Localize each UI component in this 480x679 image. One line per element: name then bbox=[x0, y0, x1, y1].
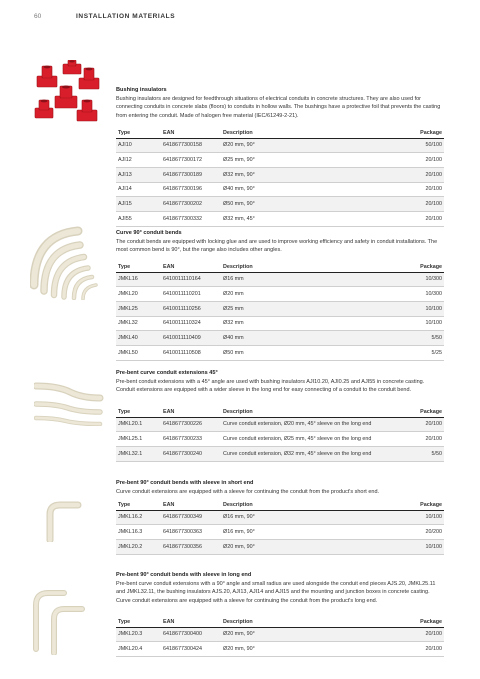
cell-ean: 6418677300424 bbox=[163, 642, 223, 657]
table-row bbox=[116, 272, 444, 287]
cell-package: 10/100 bbox=[349, 510, 444, 525]
cell-type: JMKL16 bbox=[116, 272, 163, 287]
table-row bbox=[116, 345, 444, 360]
cell-type: AJI15 bbox=[116, 197, 163, 212]
cell-description: Curve conduit extension, Ø32 mm, 45° sleeve on the long end bbox=[223, 446, 413, 461]
section-title: Pre-bent curve conduit extensions 45° bbox=[116, 370, 218, 376]
col-header-ean: EAN bbox=[163, 262, 223, 272]
col-header-type: Type bbox=[116, 262, 163, 272]
cell-type: JMKL25.1 bbox=[116, 432, 163, 447]
table-extensions-45 bbox=[116, 407, 444, 462]
cell-description: Ø32 mm bbox=[223, 316, 345, 331]
cell-ean: 6418677300196 bbox=[163, 182, 223, 197]
section-title: Pre-bent 90° conduit bends with sleeve in short end bbox=[116, 480, 254, 486]
cell-description: Ø20 mm, 90° bbox=[223, 642, 349, 657]
cell-ean: 6418677300172 bbox=[163, 153, 223, 168]
col-header-package: Package bbox=[349, 500, 444, 510]
cell-description: Ø32 mm, 90° bbox=[223, 167, 349, 182]
bends-short-sleeve-illustration bbox=[44, 500, 84, 542]
table-header-row bbox=[116, 617, 444, 627]
cell-package: 20/100 bbox=[349, 627, 444, 642]
table-row bbox=[116, 525, 444, 540]
table-bends-short-sleeve bbox=[116, 500, 444, 555]
cell-ean: 6418677300158 bbox=[163, 138, 223, 153]
cell-package: 5/50 bbox=[345, 331, 444, 346]
col-header-description: Description bbox=[223, 262, 345, 272]
cell-description: Ø16 mm, 90° bbox=[223, 510, 349, 525]
section-bends-long-sleeve bbox=[116, 572, 444, 605]
cell-type: JMKL32 bbox=[116, 316, 163, 331]
cell-description: Ø20 mm, 90° bbox=[223, 627, 349, 642]
bends-long-sleeve-illustration bbox=[30, 585, 90, 655]
product-table bbox=[116, 617, 444, 657]
cell-type: JMKL50 bbox=[116, 345, 163, 360]
cell-description: Ø50 mm bbox=[223, 345, 345, 360]
cell-package: 20/200 bbox=[349, 525, 444, 540]
cell-package: 20/100 bbox=[349, 642, 444, 657]
col-header-ean: EAN bbox=[163, 407, 223, 417]
col-header-type: Type bbox=[116, 500, 163, 510]
cell-package: 10/100 bbox=[345, 316, 444, 331]
cell-package: 10/100 bbox=[345, 301, 444, 316]
cell-description: Ø20 mm, 90° bbox=[223, 138, 349, 153]
cell-ean: 6418677300202 bbox=[163, 197, 223, 212]
section-extensions-45 bbox=[116, 370, 444, 395]
cell-type: JMKL32.1 bbox=[116, 446, 163, 461]
cell-ean: 6410011110164 bbox=[163, 272, 223, 287]
product-table bbox=[116, 262, 444, 361]
cell-ean: 6418677300189 bbox=[163, 167, 223, 182]
table-conduit-bends bbox=[116, 262, 444, 361]
table-row bbox=[116, 539, 444, 554]
cell-type: JMKL16.2 bbox=[116, 510, 163, 525]
cell-ean: 6418677300332 bbox=[163, 211, 223, 226]
table-header-row bbox=[116, 407, 444, 417]
cell-ean: 6418677300400 bbox=[163, 627, 223, 642]
col-header-type: Type bbox=[116, 617, 163, 627]
cell-package: 20/100 bbox=[413, 417, 444, 432]
col-header-package: Package bbox=[413, 407, 444, 417]
section-title: Pre-bent 90° conduit bends with sleeve in long end bbox=[116, 572, 252, 578]
table-header-row bbox=[116, 128, 444, 138]
bushing-insulators-illustration bbox=[33, 60, 105, 130]
table-row bbox=[116, 182, 444, 197]
cell-description: Ø40 mm bbox=[223, 331, 345, 346]
cell-description: Ø25 mm, 90° bbox=[223, 153, 349, 168]
cell-package: 10/100 bbox=[349, 539, 444, 554]
cell-ean: 6410011110201 bbox=[163, 287, 223, 302]
cell-type: JMKL25 bbox=[116, 301, 163, 316]
extensions-45-illustration bbox=[34, 380, 104, 426]
table-row bbox=[116, 417, 444, 432]
cell-description: Curve conduit extension, Ø20 mm, 45° sleeve on the long end bbox=[223, 417, 413, 432]
table-row bbox=[116, 510, 444, 525]
col-header-ean: EAN bbox=[163, 617, 223, 627]
section-bushing-insulators bbox=[116, 87, 444, 120]
col-header-package: Package bbox=[345, 262, 444, 272]
table-bushing-insulators bbox=[116, 128, 444, 227]
table-row bbox=[116, 211, 444, 226]
cell-package: 20/100 bbox=[349, 153, 444, 168]
cell-ean: 6418677300233 bbox=[163, 432, 223, 447]
cell-description: Ø20 mm bbox=[223, 287, 345, 302]
cell-ean: 6410011110409 bbox=[163, 331, 223, 346]
section-title: Curve 90° conduit bends bbox=[116, 230, 182, 236]
cell-ean: 6410011110324 bbox=[163, 316, 223, 331]
cell-package: 20/100 bbox=[413, 432, 444, 447]
col-header-description: Description bbox=[223, 617, 349, 627]
cell-package: 5/25 bbox=[345, 345, 444, 360]
conduit-bends-illustration bbox=[30, 225, 110, 300]
product-table bbox=[116, 407, 444, 462]
section-description: Pre-bent conduit extensions with a 45° angle are used with bushing insulators AJI10.20, AJI0.25 and AJI55 in concrete casting. Conduit extensions are equipped with a wider sleeve in the long end for easy connecting of a conduit to the conduit bend. bbox=[116, 379, 425, 394]
page-header: INSTALLATION MATERIALS bbox=[76, 13, 176, 20]
cell-type: JMKL20.3 bbox=[116, 627, 163, 642]
product-table bbox=[116, 128, 444, 227]
cell-type: JMKL40 bbox=[116, 331, 163, 346]
cell-ean: 6418677300356 bbox=[163, 539, 223, 554]
table-header-row bbox=[116, 500, 444, 510]
cell-ean: 6418677300363 bbox=[163, 525, 223, 540]
cell-ean: 6410011110256 bbox=[163, 301, 223, 316]
cell-type: JMKL20.1 bbox=[116, 417, 163, 432]
cell-ean: 6418677300240 bbox=[163, 446, 223, 461]
col-header-ean: EAN bbox=[163, 128, 223, 138]
table-row bbox=[116, 287, 444, 302]
cell-ean: 6418677300349 bbox=[163, 510, 223, 525]
cell-package: 20/100 bbox=[349, 211, 444, 226]
section-description: The conduit bends are equipped with locking glue and are used to improve working efficiency and safety in conduit installations. The most common bend is 90°, but the range also includes other angles. bbox=[116, 239, 438, 254]
page-number: 60 bbox=[34, 13, 42, 20]
table-row bbox=[116, 138, 444, 153]
section-description: Pre-bent curve conduit extensions with a 90° angle and small radius are used alongside the conduit end pieces AJS.20, JMKL25.11 and JMKL32.11, the bushing insulators AJS.20, AJI13, AJI14 and AJI15 and the mounting and junction boxes in concrete casting. Curve conduit extensions are equipped with a sleeve for continuing the conduit from the product's long end. bbox=[116, 581, 436, 604]
col-header-ean: EAN bbox=[163, 500, 223, 510]
cell-description: Ø16 mm bbox=[223, 272, 345, 287]
cell-type: JMKL16.3 bbox=[116, 525, 163, 540]
table-row bbox=[116, 316, 444, 331]
cell-package: 50/100 bbox=[349, 138, 444, 153]
section-description: Curve conduit extensions are equipped with a sleeve for continuing the conduit from the product's short end. bbox=[116, 489, 380, 495]
table-row bbox=[116, 446, 444, 461]
cell-package: 20/100 bbox=[349, 182, 444, 197]
col-header-type: Type bbox=[116, 407, 163, 417]
table-row bbox=[116, 331, 444, 346]
cell-description: Ø25 mm bbox=[223, 301, 345, 316]
cell-ean: 6418677300226 bbox=[163, 417, 223, 432]
col-header-package: Package bbox=[349, 128, 444, 138]
col-header-description: Description bbox=[223, 407, 413, 417]
cell-ean: 6410011110508 bbox=[163, 345, 223, 360]
col-header-description: Description bbox=[223, 500, 349, 510]
table-row bbox=[116, 197, 444, 212]
cell-package: 10/300 bbox=[345, 272, 444, 287]
cell-description: Curve conduit extension, Ø25 mm, 45° sleeve on the long end bbox=[223, 432, 413, 447]
cell-package: 10/300 bbox=[345, 287, 444, 302]
cell-package: 5/50 bbox=[413, 446, 444, 461]
cell-type: AJI10 bbox=[116, 138, 163, 153]
cell-description: Ø32 mm, 45° bbox=[223, 211, 349, 226]
product-table bbox=[116, 500, 444, 555]
table-row bbox=[116, 167, 444, 182]
col-header-type: Type bbox=[116, 128, 163, 138]
cell-type: JMKL20.2 bbox=[116, 539, 163, 554]
table-bends-long-sleeve bbox=[116, 617, 444, 657]
section-description: Bushing insulators are designed for feedthrough situations of electrical conduits in concrete structures. They are also used for connecting conduits in concrete slabs (floors) to conduits in hollow walls. The bushings have a protective foil that prevents the casting from entering the conduit. Made of halogen free material (IEC/61249-2-21). bbox=[116, 96, 441, 119]
section-bends-short-sleeve bbox=[116, 480, 444, 496]
table-row bbox=[116, 153, 444, 168]
cell-type: JMKL20 bbox=[116, 287, 163, 302]
table-header-row bbox=[116, 262, 444, 272]
cell-package: 20/100 bbox=[349, 167, 444, 182]
section-conduit-bends bbox=[116, 230, 444, 255]
table-row bbox=[116, 642, 444, 657]
table-row bbox=[116, 432, 444, 447]
cell-type: AJI12 bbox=[116, 153, 163, 168]
cell-description: Ø20 mm, 90° bbox=[223, 539, 349, 554]
cell-type: AJI13 bbox=[116, 167, 163, 182]
cell-type: AJI14 bbox=[116, 182, 163, 197]
table-row bbox=[116, 627, 444, 642]
section-title: Bushing insulators bbox=[116, 87, 167, 93]
cell-description: Ø16 mm, 90° bbox=[223, 525, 349, 540]
col-header-description: Description bbox=[223, 128, 349, 138]
cell-type: AJI55 bbox=[116, 211, 163, 226]
cell-description: Ø50 mm, 90° bbox=[223, 197, 349, 212]
cell-type: JMKL20.4 bbox=[116, 642, 163, 657]
cell-package: 20/100 bbox=[349, 197, 444, 212]
table-row bbox=[116, 301, 444, 316]
col-header-package: Package bbox=[349, 617, 444, 627]
cell-description: Ø40 mm, 90° bbox=[223, 182, 349, 197]
